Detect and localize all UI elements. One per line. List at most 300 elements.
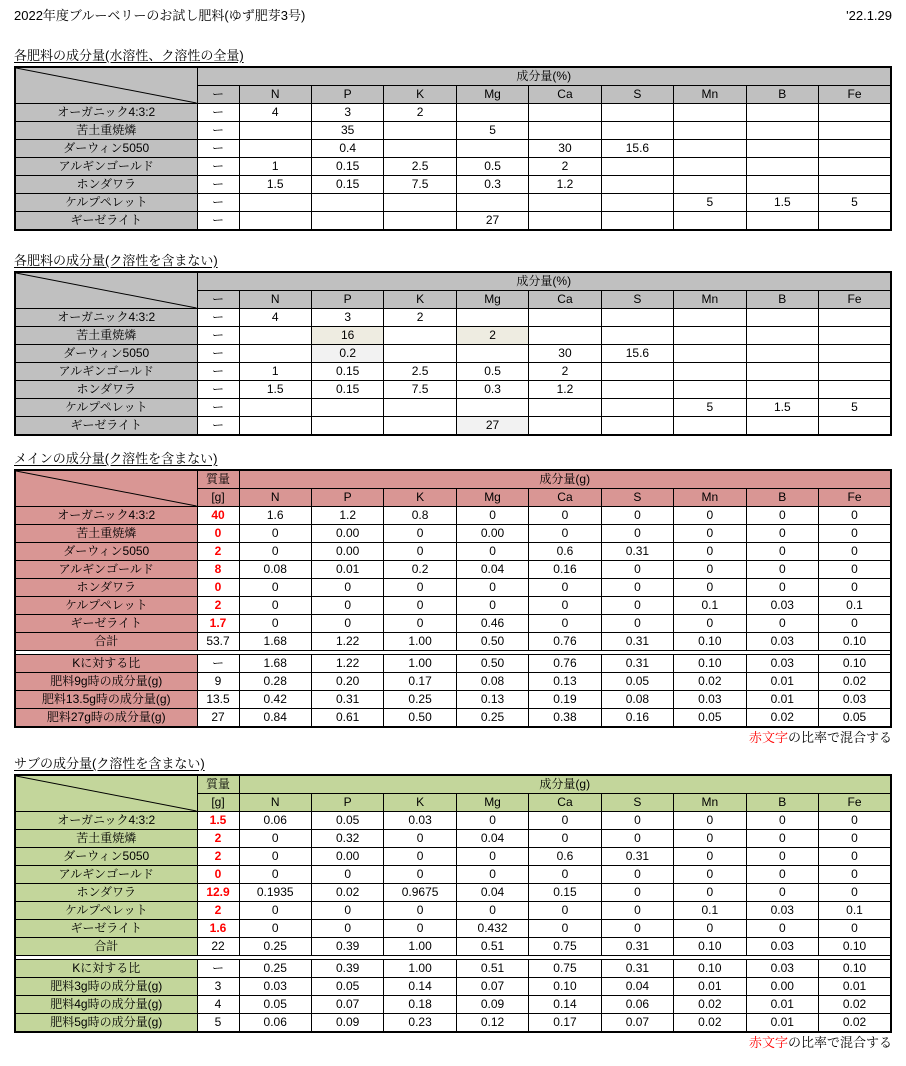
- value-cell: 1: [239, 158, 311, 176]
- value-cell: [819, 327, 892, 345]
- value-cell: [529, 327, 601, 345]
- dash-cell: ー: [197, 399, 239, 417]
- value-cell: 0.05: [601, 673, 673, 691]
- ratio-first-cell: ー: [197, 960, 239, 978]
- value-cell: 0: [674, 920, 746, 938]
- value-cell: 0: [239, 525, 311, 543]
- value-cell: [746, 158, 818, 176]
- value-cell: 0: [456, 507, 528, 525]
- element-header-b: B: [746, 86, 818, 104]
- value-cell: 1.00: [384, 960, 456, 978]
- element-header-s: S: [601, 489, 673, 507]
- row-label: オーガニック4:3:2: [15, 812, 197, 830]
- value-cell: 0: [529, 920, 601, 938]
- value-cell: 1: [239, 363, 311, 381]
- value-cell: [384, 122, 456, 140]
- value-cell: 3: [311, 309, 383, 327]
- value-cell: 1.22: [311, 655, 383, 673]
- mass-value: 1.6: [197, 920, 239, 938]
- row-label: アルギンゴールド: [15, 561, 197, 579]
- value-cell: 0.84: [239, 709, 311, 728]
- value-cell: 0: [384, 830, 456, 848]
- row-label: ホンダワラ: [15, 884, 197, 902]
- value-cell: 0: [819, 812, 892, 830]
- value-cell: 0.3: [456, 176, 528, 194]
- value-cell: 0.19: [529, 691, 601, 709]
- value-cell: [239, 399, 311, 417]
- element-header-s: S: [601, 794, 673, 812]
- section-title: 各肥料の成分量(ク溶性を含まない): [14, 253, 218, 268]
- value-cell: 0.02: [819, 996, 892, 1014]
- value-cell: [819, 140, 892, 158]
- mass-value: 2: [197, 830, 239, 848]
- value-cell: 0.06: [601, 996, 673, 1014]
- value-cell: 0.02: [674, 673, 746, 691]
- value-cell: 0.07: [311, 996, 383, 1014]
- value-cell: 0: [746, 543, 818, 561]
- value-cell: 0: [819, 884, 892, 902]
- value-cell: 0.01: [311, 561, 383, 579]
- value-cell: 0: [601, 902, 673, 920]
- value-cell: 0.25: [239, 938, 311, 956]
- row-label: ダーウィン5050: [15, 345, 197, 363]
- value-cell: 15.6: [601, 140, 673, 158]
- value-cell: 7.5: [384, 381, 456, 399]
- value-cell: 0: [384, 525, 456, 543]
- value-cell: 0: [746, 830, 818, 848]
- value-cell: 2: [529, 158, 601, 176]
- table-row: [15, 158, 891, 176]
- value-cell: 1.22: [311, 633, 383, 651]
- mass-value: 2: [197, 597, 239, 615]
- value-cell: 0.5: [456, 363, 528, 381]
- mix-note: [14, 730, 892, 746]
- value-cell: 0: [529, 615, 601, 633]
- value-cell: 0: [384, 543, 456, 561]
- element-header-mg: Mg: [456, 489, 528, 507]
- value-cell: 0.14: [529, 996, 601, 1014]
- row-label: 合計: [15, 938, 197, 956]
- row-label: 苦土重焼燐: [15, 525, 197, 543]
- row-label: ケルプペレット: [15, 399, 197, 417]
- row-label: ギーゼライト: [15, 417, 197, 436]
- element-header-ca: Ca: [529, 86, 601, 104]
- value-cell: 0: [456, 543, 528, 561]
- value-cell: 7.5: [384, 176, 456, 194]
- mix-note-rest: の比率で混合する: [787, 730, 892, 745]
- row-label: ギーゼライト: [15, 615, 197, 633]
- section-title: メインの成分量(ク溶性を含まない): [14, 451, 218, 466]
- value-cell: 0.31: [601, 848, 673, 866]
- value-cell: 2: [456, 327, 528, 345]
- table-row: [15, 309, 891, 327]
- value-cell: 0.02: [819, 1014, 892, 1033]
- row-label: ダーウィン5050: [15, 543, 197, 561]
- value-cell: 0: [819, 866, 892, 884]
- value-cell: 0.01: [746, 1014, 818, 1033]
- ratio-row: [15, 996, 891, 1014]
- diagonal-header-cell: [15, 470, 197, 507]
- mass-unit-header: [g]: [197, 489, 239, 507]
- value-cell: 1.6: [239, 507, 311, 525]
- value-cell: 5: [819, 399, 892, 417]
- element-header-p: P: [311, 489, 383, 507]
- value-cell: 30: [529, 345, 601, 363]
- value-cell: 0: [456, 812, 528, 830]
- value-cell: [456, 309, 528, 327]
- value-cell: 0.08: [456, 673, 528, 691]
- value-cell: 0: [529, 597, 601, 615]
- dash-cell: ー: [197, 158, 239, 176]
- value-cell: 1.2: [529, 381, 601, 399]
- ratio-row-label: 肥料5g時の成分量(g): [15, 1014, 197, 1033]
- value-cell: 0.5: [456, 158, 528, 176]
- row-label: ギーゼライト: [15, 212, 197, 231]
- value-cell: 0.01: [674, 978, 746, 996]
- value-cell: [819, 212, 892, 231]
- value-cell: 4: [239, 309, 311, 327]
- element-header-n: N: [239, 291, 311, 309]
- value-cell: [529, 212, 601, 231]
- table-row: [15, 866, 891, 884]
- value-cell: 0: [819, 507, 892, 525]
- value-cell: [746, 363, 818, 381]
- value-cell: 0.00: [746, 978, 818, 996]
- value-cell: 0.05: [311, 978, 383, 996]
- mass-value: 1.7: [197, 615, 239, 633]
- value-cell: 0: [239, 615, 311, 633]
- table-row: [15, 104, 891, 122]
- value-cell: 0.02: [746, 709, 818, 728]
- value-cell: 0: [311, 866, 383, 884]
- value-cell: 0: [746, 579, 818, 597]
- row-label: オーガニック4:3:2: [15, 309, 197, 327]
- table-row: [15, 140, 891, 158]
- mass-value: 0: [197, 866, 239, 884]
- diagonal-line: [16, 471, 197, 506]
- value-cell: 0: [819, 561, 892, 579]
- row-label: アルギンゴールド: [15, 158, 197, 176]
- element-header-mg: Mg: [456, 291, 528, 309]
- value-cell: [601, 327, 673, 345]
- value-cell: 0: [384, 579, 456, 597]
- value-cell: 0: [601, 830, 673, 848]
- value-cell: 0: [239, 830, 311, 848]
- value-cell: 0.10: [674, 633, 746, 651]
- value-cell: 1.5: [746, 194, 818, 212]
- diagonal-header-cell: [15, 775, 197, 812]
- value-cell: 0.15: [311, 158, 383, 176]
- value-cell: 0.10: [674, 960, 746, 978]
- value-cell: 0.14: [384, 978, 456, 996]
- table-row: [15, 920, 891, 938]
- value-cell: 0.75: [529, 938, 601, 956]
- row-label: オーガニック4:3:2: [15, 104, 197, 122]
- row-label: ホンダワラ: [15, 579, 197, 597]
- value-cell: 0.15: [529, 884, 601, 902]
- table-row: [15, 194, 891, 212]
- element-header-k: K: [384, 489, 456, 507]
- value-cell: 3: [311, 104, 383, 122]
- ratio-row: [15, 673, 891, 691]
- value-cell: 0.06: [239, 812, 311, 830]
- element-header-ca: Ca: [529, 291, 601, 309]
- dash-header: ー: [197, 291, 239, 309]
- value-cell: 0.46: [456, 615, 528, 633]
- value-cell: 1.5: [746, 399, 818, 417]
- mass-value: 0: [197, 579, 239, 597]
- table-row: [15, 507, 891, 525]
- value-cell: 0.17: [384, 673, 456, 691]
- value-cell: 0.31: [311, 691, 383, 709]
- value-cell: [819, 176, 892, 194]
- value-cell: 0.03: [746, 902, 818, 920]
- row-label: ギーゼライト: [15, 920, 197, 938]
- value-cell: 0.01: [746, 691, 818, 709]
- value-cell: 0.75: [529, 960, 601, 978]
- value-cell: 27: [456, 212, 528, 231]
- value-cell: 15.6: [601, 345, 673, 363]
- element-header-p: P: [311, 86, 383, 104]
- value-cell: 5: [674, 194, 746, 212]
- value-cell: 0: [384, 866, 456, 884]
- value-cell: [529, 194, 601, 212]
- ratio-row-label: 肥料13.5g時の成分量(g): [15, 691, 197, 709]
- value-cell: [239, 140, 311, 158]
- element-header-n: N: [239, 794, 311, 812]
- mix-note-red: 赤文字: [748, 730, 788, 745]
- dash-header: ー: [197, 86, 239, 104]
- value-cell: 2: [384, 104, 456, 122]
- value-cell: [601, 194, 673, 212]
- dash-cell: ー: [197, 363, 239, 381]
- row-label: ダーウィン5050: [15, 848, 197, 866]
- value-cell: 0: [746, 812, 818, 830]
- value-cell: 0: [239, 920, 311, 938]
- ratio-row-label: Kに対する比: [15, 655, 197, 673]
- value-cell: 0: [674, 812, 746, 830]
- value-cell: 0.20: [311, 673, 383, 691]
- value-cell: [239, 122, 311, 140]
- value-cell: 0.25: [384, 691, 456, 709]
- value-cell: 0: [819, 615, 892, 633]
- value-cell: 0.04: [456, 561, 528, 579]
- value-cell: [601, 381, 673, 399]
- dash-cell: ー: [197, 417, 239, 436]
- element-header-mn: Mn: [674, 794, 746, 812]
- table-row: [15, 212, 891, 231]
- table-row: [15, 597, 891, 615]
- value-cell: 0: [311, 615, 383, 633]
- value-cell: 0.38: [529, 709, 601, 728]
- value-cell: 0.16: [529, 561, 601, 579]
- value-cell: 0.03: [239, 978, 311, 996]
- value-cell: 0.04: [456, 884, 528, 902]
- value-cell: 2.5: [384, 363, 456, 381]
- mass-header: 質量: [197, 775, 239, 794]
- value-cell: 0: [239, 597, 311, 615]
- ratio-row-label: Kに対する比: [15, 960, 197, 978]
- value-cell: 0.01: [746, 996, 818, 1014]
- value-cell: 0.12: [456, 1014, 528, 1033]
- value-cell: 0.6: [529, 543, 601, 561]
- value-cell: 35: [311, 122, 383, 140]
- value-cell: 0.31: [601, 655, 673, 673]
- value-cell: 0.05: [239, 996, 311, 1014]
- value-cell: 0: [674, 543, 746, 561]
- value-cell: 1.68: [239, 633, 311, 651]
- value-cell: [819, 345, 892, 363]
- row-label: ホンダワラ: [15, 381, 197, 399]
- value-cell: 0: [529, 830, 601, 848]
- mass-value: 1.5: [197, 812, 239, 830]
- value-cell: 0.31: [601, 938, 673, 956]
- value-cell: 0.02: [311, 884, 383, 902]
- element-header-ca: Ca: [529, 489, 601, 507]
- element-header-p: P: [311, 291, 383, 309]
- value-cell: [456, 345, 528, 363]
- value-cell: 2.5: [384, 158, 456, 176]
- sub-gram-table: [14, 774, 892, 1033]
- value-cell: 0.00: [456, 525, 528, 543]
- element-header-mn: Mn: [674, 489, 746, 507]
- row-label: 苦土重焼燐: [15, 830, 197, 848]
- value-cell: 0.51: [456, 938, 528, 956]
- component-group-header: 成分量(g): [239, 470, 891, 489]
- value-cell: [674, 327, 746, 345]
- value-cell: [239, 345, 311, 363]
- diagonal-header-cell: [15, 272, 197, 309]
- value-cell: 0.09: [456, 996, 528, 1014]
- value-cell: 0.02: [674, 1014, 746, 1033]
- value-cell: 0.09: [311, 1014, 383, 1033]
- section-percent-nocitrate: [14, 253, 906, 436]
- value-cell: [674, 309, 746, 327]
- value-cell: [456, 140, 528, 158]
- value-cell: 0.02: [819, 673, 892, 691]
- value-cell: 0: [746, 884, 818, 902]
- value-cell: 0: [239, 866, 311, 884]
- element-header-s: S: [601, 86, 673, 104]
- mass-value: 40: [197, 507, 239, 525]
- element-header-fe: Fe: [819, 794, 892, 812]
- value-cell: 0.13: [529, 673, 601, 691]
- value-cell: 0.03: [674, 691, 746, 709]
- value-cell: [239, 327, 311, 345]
- value-cell: 27: [456, 417, 528, 436]
- ratio-row: [15, 960, 891, 978]
- value-cell: [746, 212, 818, 231]
- value-cell: [674, 176, 746, 194]
- element-header-mg: Mg: [456, 86, 528, 104]
- value-cell: 0: [601, 920, 673, 938]
- ratio-first-cell: 27: [197, 709, 239, 728]
- value-cell: [601, 176, 673, 194]
- value-cell: [746, 104, 818, 122]
- dash-cell: ー: [197, 122, 239, 140]
- value-cell: 0.17: [529, 1014, 601, 1033]
- value-cell: [601, 158, 673, 176]
- value-cell: 0.05: [674, 709, 746, 728]
- value-cell: 0: [529, 579, 601, 597]
- value-cell: 0: [674, 525, 746, 543]
- value-cell: 0: [674, 866, 746, 884]
- value-cell: [384, 399, 456, 417]
- value-cell: 0.07: [456, 978, 528, 996]
- dash-cell: ー: [197, 140, 239, 158]
- row-label: 苦土重焼燐: [15, 327, 197, 345]
- value-cell: 1.2: [311, 507, 383, 525]
- value-cell: [601, 417, 673, 436]
- value-cell: 0: [746, 848, 818, 866]
- value-cell: [819, 158, 892, 176]
- table-row: [15, 938, 891, 956]
- value-cell: 0.6: [529, 848, 601, 866]
- element-header-fe: Fe: [819, 489, 892, 507]
- value-cell: 0.23: [384, 1014, 456, 1033]
- value-cell: 0.00: [311, 525, 383, 543]
- dash-cell: ー: [197, 212, 239, 231]
- value-cell: 0.00: [311, 848, 383, 866]
- table-row: [15, 417, 891, 436]
- value-cell: 0: [239, 579, 311, 597]
- value-cell: 0.39: [311, 960, 383, 978]
- value-cell: 0: [384, 920, 456, 938]
- table-row: [15, 884, 891, 902]
- value-cell: 0.04: [601, 978, 673, 996]
- value-cell: [674, 381, 746, 399]
- value-cell: 0: [529, 866, 601, 884]
- value-cell: [674, 363, 746, 381]
- value-cell: 0.76: [529, 655, 601, 673]
- value-cell: 0.1: [819, 597, 892, 615]
- value-cell: [311, 194, 383, 212]
- table-row: [15, 579, 891, 597]
- row-label: ケルプペレット: [15, 194, 197, 212]
- table-row: [15, 363, 891, 381]
- value-cell: 0.1: [819, 902, 892, 920]
- mix-note-red: 赤文字: [748, 1035, 788, 1050]
- value-cell: 4: [239, 104, 311, 122]
- value-cell: 0: [601, 812, 673, 830]
- value-cell: 0.2: [311, 345, 383, 363]
- value-cell: 0: [746, 507, 818, 525]
- dash-cell: ー: [197, 345, 239, 363]
- value-cell: 0.432: [456, 920, 528, 938]
- value-cell: [674, 417, 746, 436]
- value-cell: [239, 417, 311, 436]
- value-cell: 0: [746, 920, 818, 938]
- value-cell: [601, 399, 673, 417]
- section-sub-gram: [14, 756, 906, 1051]
- value-cell: 0: [601, 597, 673, 615]
- mix-note-rest: の比率で混合する: [787, 1035, 892, 1050]
- value-cell: 0: [529, 525, 601, 543]
- value-cell: 0.03: [746, 938, 818, 956]
- ratio-row: [15, 691, 891, 709]
- table-row: [15, 176, 891, 194]
- value-cell: 0.31: [601, 543, 673, 561]
- value-cell: [384, 417, 456, 436]
- value-cell: [746, 417, 818, 436]
- section-main-gram: [14, 451, 906, 746]
- value-cell: 0.02: [674, 996, 746, 1014]
- ratio-row-label: 肥料9g時の成分量(g): [15, 673, 197, 691]
- value-cell: 0.18: [384, 996, 456, 1014]
- value-cell: 0.32: [311, 830, 383, 848]
- value-cell: 0: [746, 561, 818, 579]
- value-cell: [601, 212, 673, 231]
